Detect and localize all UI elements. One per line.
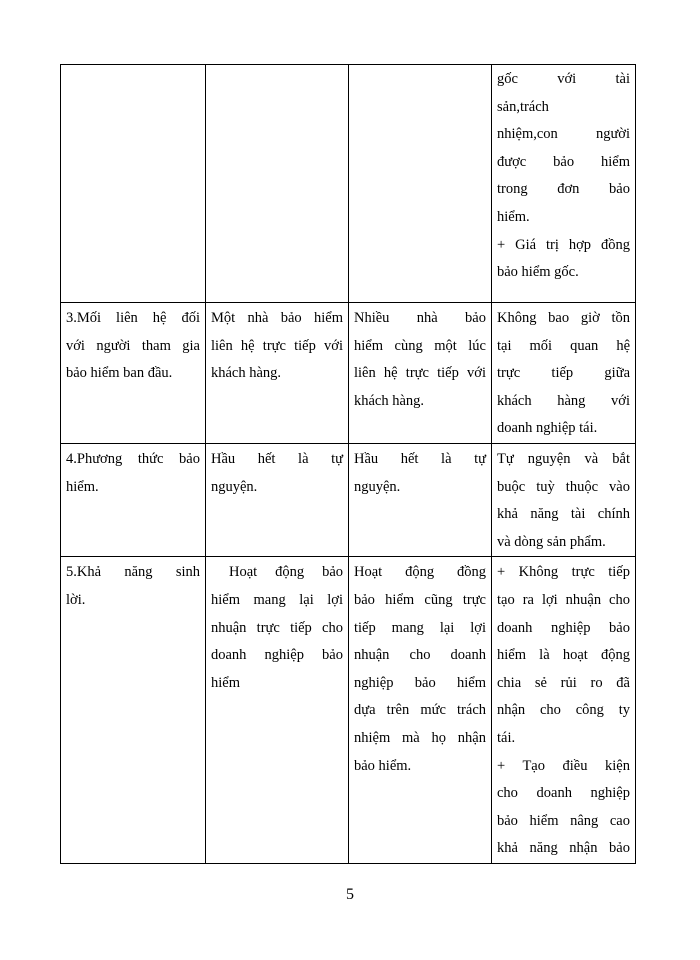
cell-text-line: khả năng tài chính <box>497 506 630 523</box>
table-cell-criterion <box>61 557 206 864</box>
cell-text-line: với người tham gia <box>66 337 200 354</box>
cell-text-line: buộc tuỳ thuộc vào <box>497 478 630 495</box>
cell-text-line: 5.Khả năng sinh <box>66 564 200 581</box>
cell-text-line: doanh nghiệp bảo <box>497 619 630 636</box>
cell-text-line: nghiệp bảo hiểm <box>354 674 486 691</box>
cell-text-line: cho doanh nghiệp <box>497 785 630 802</box>
cell-text-line: bảo hiểm gốc. <box>497 264 579 281</box>
table-cell-coinsurance-col3 <box>349 443 492 556</box>
cell-text-line: doanh nghiệp bảo <box>211 647 343 664</box>
cell-text-line: + Tạo điều kiện <box>497 757 630 774</box>
cell-text-line: tái. <box>497 729 516 746</box>
cell-text-line: tại mối quan hệ <box>497 337 630 354</box>
cell-text-line: hiểm mang lại lợi <box>211 591 343 608</box>
cell-text-line: gốc với tài <box>497 71 630 87</box>
cell-text-line: trong đơn bảo <box>497 181 630 198</box>
cell-text-line: Tự nguyện và bắt <box>497 450 630 467</box>
cell-text-line: Nhiều nhà bảo <box>354 310 486 326</box>
cell-text-line: Hoạt động đồng <box>354 564 486 581</box>
cell-text-line: Hoạt động bảo <box>211 564 344 581</box>
table-cell-reinsurance-col2 <box>206 303 349 444</box>
cell-text-line: khách hàng với <box>497 392 630 409</box>
table-cell-col4 <box>492 65 636 303</box>
cell-text-line: chia sẻ rủi ro đã <box>497 674 630 691</box>
cell-text-line: hiểm cùng một lúc <box>354 337 486 354</box>
cell-text-line: bảo hiểm. <box>354 757 412 774</box>
cell-text-line: nguyện. <box>211 478 258 495</box>
cell-text-line: lời. <box>66 591 86 608</box>
cell-text-line: bảo hiểm nâng cao <box>497 812 630 829</box>
cell-text-line: nhuận cho doanh <box>354 647 486 664</box>
cell-text-line: tiếp mang lại lợi <box>354 619 486 636</box>
cell-text-line: bảo hiểm ban đầu. <box>66 365 173 382</box>
cell-text-line: nhiệm mà họ nhận <box>354 729 486 746</box>
cell-text-line: 3.Mối liên hệ đối <box>66 310 200 326</box>
cell-text-line: hiểm. <box>497 208 530 225</box>
cell-text-line: Không bao giờ tồn <box>497 310 630 326</box>
table-row <box>61 303 636 444</box>
cell-text-line: liên hệ trực tiếp với <box>354 365 486 382</box>
cell-text-line: dựa trên mức trách <box>354 702 486 719</box>
table-cell-criterion <box>61 65 206 303</box>
cell-text-line: + Giá trị hợp đồng <box>497 236 630 253</box>
cell-text-line: nhiệm,con người <box>497 126 630 143</box>
cell-text-line: Một nhà bảo hiểm <box>211 310 343 326</box>
cell-text-line: bảo hiểm cũng trực <box>354 591 486 608</box>
cell-text-line: khả năng nhận bảo <box>497 840 630 857</box>
table-cell-coinsurance-col3 <box>349 65 492 303</box>
table-cell-coinsurance-col3 <box>349 303 492 444</box>
cell-text-line: liên hệ trực tiếp với <box>211 337 343 354</box>
cell-text-line: tạo ra lợi nhuận cho <box>497 591 630 608</box>
table-cell-criterion <box>61 303 206 444</box>
cell-text-line: hiểm. <box>66 478 99 495</box>
cell-text-line: 4.Phương thức bảo <box>66 450 200 467</box>
cell-text-line: + Không trực tiếp <box>497 564 630 581</box>
cell-text-line: Hầu hết là tự <box>211 450 343 467</box>
table-cell-col4 <box>492 443 636 556</box>
table-cell-reinsurance-col2 <box>206 557 349 864</box>
table-cell-criterion <box>61 443 206 556</box>
cell-text-line: khách hàng. <box>354 392 425 409</box>
table-cell-coinsurance-col3 <box>349 557 492 864</box>
table-cell-reinsurance-col2 <box>206 443 349 556</box>
cell-text-line: nguyện. <box>354 478 401 495</box>
cell-text-line: nhận cho công ty <box>497 702 630 719</box>
table-cell-reinsurance-col2 <box>206 65 349 303</box>
comparison-table-body <box>61 65 636 864</box>
table-cell-col4 <box>492 303 636 444</box>
page-number: 5 <box>346 886 354 903</box>
comparison-table <box>60 64 636 864</box>
cell-text-line: nhuận trực tiếp cho <box>211 619 343 636</box>
cell-text-line: và dòng sản phẩm. <box>497 533 606 550</box>
cell-text-line: hiểm <box>211 674 240 691</box>
cell-text-line: được bảo hiểm <box>497 153 630 170</box>
table-row <box>61 557 636 864</box>
cell-text-line: sản,trách <box>497 98 549 115</box>
cell-text-line: hiểm là hoạt động <box>497 647 630 664</box>
table-row <box>61 65 636 303</box>
table-row <box>61 443 636 556</box>
table-cell-col4 <box>492 557 636 864</box>
cell-text-line: trực tiếp giữa <box>497 365 630 382</box>
cell-text-line: khách hàng. <box>211 365 282 382</box>
cell-text-line: Hầu hết là tự <box>354 450 486 467</box>
cell-text-line: doanh nghiệp tái. <box>497 420 598 437</box>
